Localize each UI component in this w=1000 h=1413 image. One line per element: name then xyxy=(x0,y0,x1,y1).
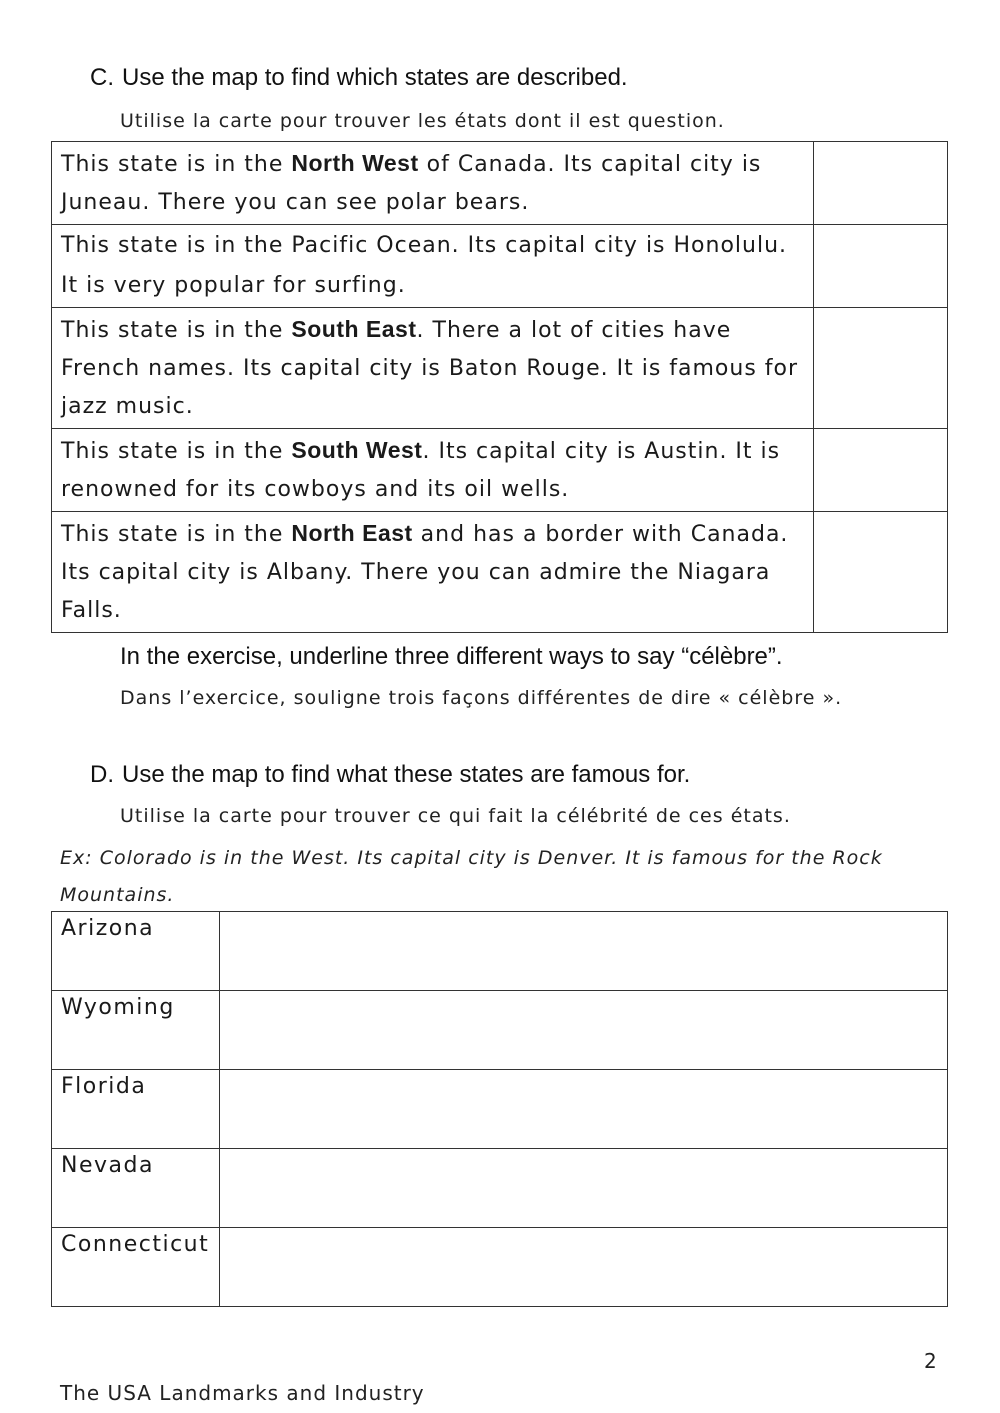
description-cell xyxy=(52,142,814,225)
underline-task-subtitle: Dans l’exercice, souligne trois façons différentes de dire « célèbre ». xyxy=(120,687,843,709)
region-bold: North East xyxy=(291,520,413,546)
section-c-letter: C. xyxy=(90,64,114,91)
section-c-heading xyxy=(90,64,628,92)
description-text: . Its capital city is Austin. It is renowned for its cowboys and its oil wells. xyxy=(61,439,781,502)
description-cell xyxy=(52,429,814,512)
famous-for-answer-cell[interactable] xyxy=(220,1070,948,1149)
region-bold: North West xyxy=(291,150,419,176)
description-text: This state is in the xyxy=(61,152,292,177)
answer-cell[interactable] xyxy=(813,429,947,512)
table-row xyxy=(52,912,948,991)
table-row xyxy=(52,225,948,308)
answer-cell[interactable] xyxy=(813,225,947,308)
section-d-heading xyxy=(90,761,690,789)
famous-for-table xyxy=(51,911,948,1307)
answer-cell[interactable] xyxy=(813,142,947,225)
famous-for-answer-cell[interactable] xyxy=(220,991,948,1070)
answer-cell[interactable] xyxy=(813,308,947,429)
region-bold: South West xyxy=(291,437,423,463)
description-text: This state is in the Pacific Ocean. Its capital city is Honolulu. It is very popular for surfing. xyxy=(61,233,788,298)
table-row xyxy=(52,991,948,1070)
state-name: Connecticut xyxy=(52,1228,220,1307)
description-cell xyxy=(52,225,814,308)
table-row xyxy=(52,1070,948,1149)
answer-cell[interactable] xyxy=(813,512,947,633)
table-row xyxy=(52,1149,948,1228)
famous-for-answer-cell[interactable] xyxy=(220,912,948,991)
region-bold: South East xyxy=(291,316,417,342)
state-name: Arizona xyxy=(52,912,220,991)
description-cell xyxy=(52,308,814,429)
table-row xyxy=(52,308,948,429)
state-name: Nevada xyxy=(52,1149,220,1228)
table-row xyxy=(52,1228,948,1307)
famous-for-answer-cell[interactable] xyxy=(220,1228,948,1307)
table-row xyxy=(52,512,948,633)
description-text: This state is in the xyxy=(61,439,292,464)
table-row xyxy=(52,142,948,225)
description-text: . There a lot of cities have French names. Its capital city is Baton Rouge. It is famous for jazz music. xyxy=(61,318,799,419)
description-text: of Canada. Its capital city is Juneau. There you can see polar bears. xyxy=(61,152,762,215)
footer-title: The USA Landmarks and Industry xyxy=(60,1381,425,1405)
description-cell xyxy=(52,512,814,633)
state-name: Florida xyxy=(52,1070,220,1149)
section-c-subtitle: Utilise la carte pour trouver les états dont il est question. xyxy=(120,110,725,132)
section-d-subtitle: Utilise la carte pour trouver ce qui fait la célébrité de ces états. xyxy=(120,805,791,827)
description-text: and has a border with Canada. Its capital city is Albany. There you can admire the Niagara Falls. xyxy=(61,522,789,623)
describe-states-table xyxy=(51,141,948,633)
famous-for-answer-cell[interactable] xyxy=(220,1149,948,1228)
state-name: Wyoming xyxy=(52,991,220,1070)
underline-task-title: In the exercise, underline three different ways to say “célèbre”. xyxy=(120,643,783,670)
description-text: This state is in the xyxy=(61,522,292,547)
table-row xyxy=(52,429,948,512)
section-c-title: Use the map to find which states are described. xyxy=(122,64,628,91)
section-d-title: Use the map to find what these states are famous for. xyxy=(122,761,691,788)
section-d-letter: D. xyxy=(90,761,114,788)
example-sentence: Ex: Colorado is in the West. Its capital city is Denver. It is famous for the Rock Mountains. xyxy=(60,847,883,906)
page-number: 2 xyxy=(924,1349,937,1373)
description-text: This state is in the xyxy=(61,318,292,343)
